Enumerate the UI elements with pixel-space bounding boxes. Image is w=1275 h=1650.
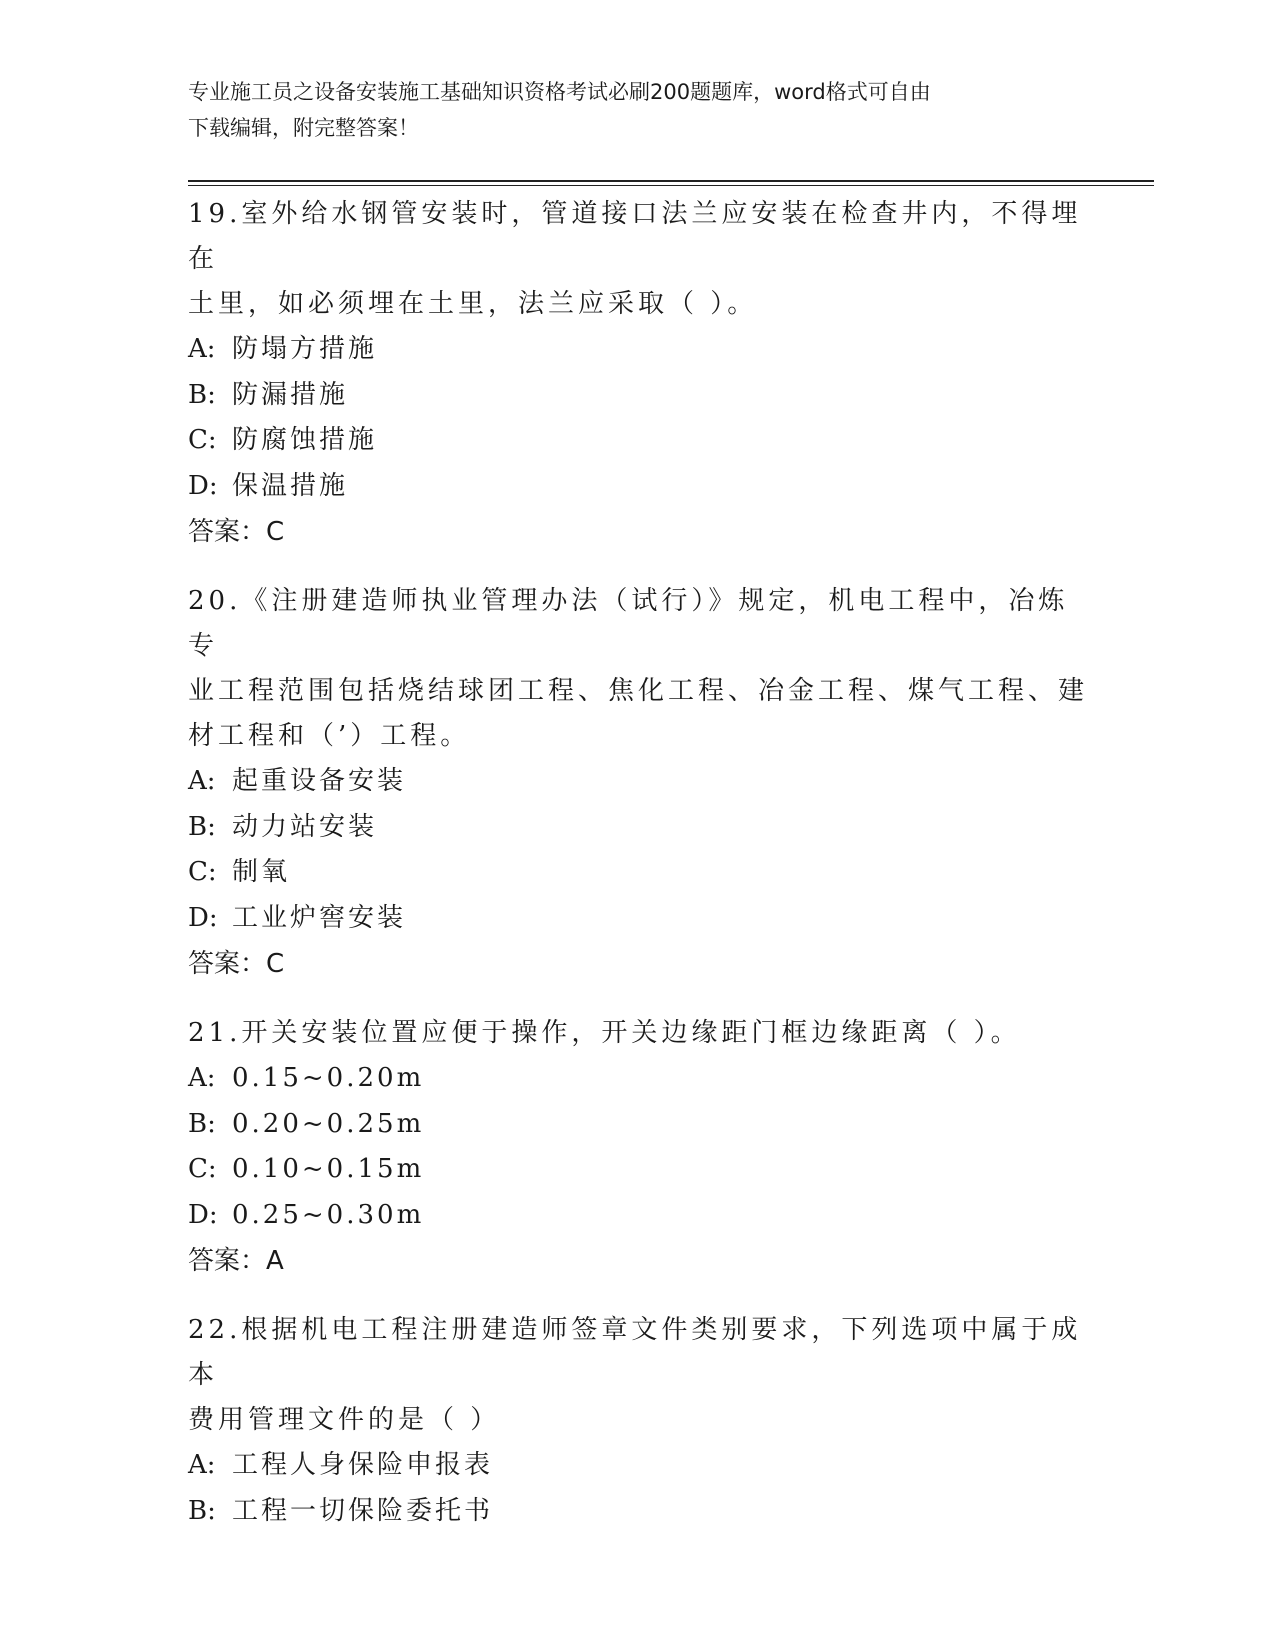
option-key: C: [188, 1154, 217, 1184]
answer-option [188, 759, 1088, 805]
option-text: 制氧 [232, 857, 291, 887]
option-text: 防腐蚀措施 [232, 425, 378, 455]
option-text: 工程一切保险委托书 [232, 1495, 494, 1526]
question-stem: 业工程范围包括烧结球团工程、焦化工程、冶金工程、煤气工程、建 [188, 676, 1089, 706]
option-text: 0.15~0.20m [232, 1063, 425, 1093]
answer-option [188, 373, 1088, 419]
header-divider [188, 180, 1154, 182]
option-key: B: [188, 1495, 216, 1526]
answer-option [188, 327, 1088, 373]
option-text: 保温措施 [232, 470, 349, 501]
answer-option [188, 1489, 1088, 1535]
answer-option [188, 1193, 1088, 1239]
answer-line: 答案：C [188, 517, 285, 547]
option-text: 防漏措施 [232, 379, 349, 410]
option-key: B: [188, 811, 216, 842]
option-text: 0.20~0.25m [232, 1108, 425, 1139]
option-text: 工程人身保险申报表 [232, 1450, 494, 1480]
option-key: D: [188, 1199, 218, 1230]
answer-option [188, 1056, 1088, 1102]
option-key: D: [188, 470, 218, 501]
option-text: 起重设备安装 [232, 766, 407, 796]
question-stem: 费用管理文件的是（ ） [188, 1405, 501, 1435]
header-line-2: 下载编辑，附完整答案！ [188, 116, 419, 140]
answer-option [188, 850, 1088, 896]
option-key: B: [188, 1108, 216, 1139]
answer-option [188, 418, 1088, 464]
question-block [188, 1011, 1088, 1284]
option-key: A: [188, 334, 216, 364]
answer-line: 答案：A [188, 1246, 284, 1276]
answer-option [188, 805, 1088, 851]
question-list [188, 192, 1088, 1558]
answer-option [188, 1102, 1088, 1148]
answer-option [188, 464, 1088, 510]
option-key: B: [188, 379, 216, 410]
header-divider-thin [188, 185, 1154, 186]
question-stem: 22.根据机电工程注册建造师签章文件类别要求，下列选项中属于成本 [188, 1315, 1082, 1390]
document-header [188, 74, 1068, 146]
option-text: 0.25~0.30m [232, 1199, 425, 1230]
question-stem: 材工程和（’）工程。 [188, 721, 471, 751]
answer-line: 答案：C [188, 949, 285, 979]
option-text: 工业炉窖安装 [232, 902, 407, 933]
option-key: A: [188, 766, 216, 796]
question-block [188, 579, 1088, 987]
option-key: A: [188, 1063, 216, 1093]
option-key: C: [188, 425, 217, 455]
question-block [188, 1308, 1088, 1534]
question-stem: 土里，如必须埋在土里，法兰应采取（ ）。 [188, 289, 758, 319]
question-stem: 20.《注册建造师执业管理办法（试行）》规定，机电工程中，冶炼专 [188, 586, 1069, 661]
answer-option [188, 896, 1088, 942]
answer-option [188, 1147, 1088, 1193]
header-line-1: 专业施工员之设备安装施工基础知识资格考试必刷200题题库，word格式可自由 [188, 80, 931, 104]
question-block [188, 192, 1088, 555]
question-stem: 21.开关安装位置应便于操作，开关边缘距门框边缘距离（ ）。 [188, 1018, 1021, 1048]
option-text: 动力站安装 [232, 811, 378, 842]
answer-option [188, 1443, 1088, 1489]
option-key: A: [188, 1450, 216, 1480]
option-key: D: [188, 902, 218, 933]
option-text: 防塌方措施 [232, 334, 378, 364]
option-text: 0.10~0.15m [232, 1154, 425, 1184]
option-key: C: [188, 857, 217, 887]
question-stem: 19.室外给水钢管安装时，管道接口法兰应安装在检查井内，不得埋在 [188, 199, 1082, 274]
